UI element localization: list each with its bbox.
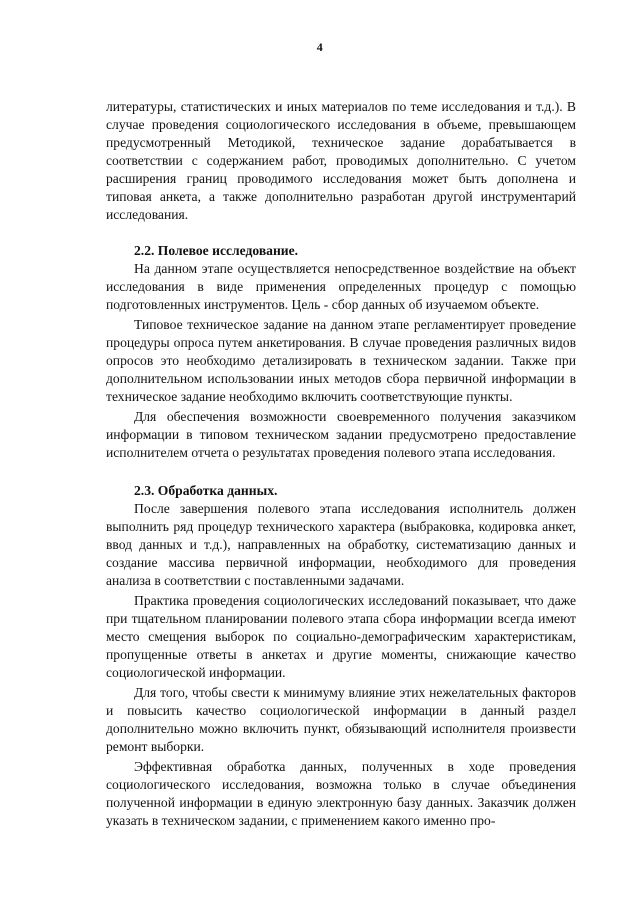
paragraph-field-stage-spec: Типовое техническое задание на данном этапе регламентирует проведение процедуры опроса путем анкетирования. В случае проведения различных видов опросов это необходимо детализировать в техническом задании. Также при дополнительном использовании иных методов сбора первичной информации в техническое задание необходимо включить соответствующие пункты. — [106, 317, 576, 404]
page-number: 4 — [316, 40, 324, 54]
section-heading-2-3: 2.3. Обработка данных. — [134, 483, 278, 498]
paragraph-data-processing: После завершения полевого этапа исследования исполнитель должен выполнить ряд процедур технического характера (выбраковка, кодировка анкет, ввод данных и т.д.), направленных на обработку, систематизацию данных и создание массива первичной информации, необходимого для проведения анализа в соответствии с поставленными задачами. — [106, 501, 576, 588]
page-body — [106, 98, 576, 830]
paragraph-continuation: литературы, статистических и иных материалов по теме исследования и т.д.). В случае проведения социологического исследования в объеме, превышающем предусмотренный Методикой, техническое задание дорабатывается в соответствии с содержанием работ, проводимых дополнительно. С учетом расширения границ проводимого исследования может быть дополнена и типовая анкета, а также дополнительно разработан другой инструментарий исследования. — [106, 99, 576, 222]
paragraph-sampling-practice: Практика проведения социологических исследований показывает, что даже при тщательном планировании полевого этапа сбора информации всегда имеют место смещения выборок по социально-демографическим характеристикам, пропущенные ответы в анкетах и другие моменты, снижающие качество социологической информации. — [106, 593, 576, 680]
paragraph-field-stage-intro: На данном этапе осуществляется непосредственное воздействие на объект исследования в виде применения определенных процедур с помощью подготовленных инструментов. Цель - сбор данных об изучаемом объекте. — [106, 261, 576, 312]
paragraph-sample-repair: Для того, чтобы свести к минимуму влияние этих нежелательных факторов и повысить качество социологической информации в данный раздел дополнительно можно включить пункт, обязывающий исполнителя произвести ремонт выборки. — [106, 685, 576, 754]
paragraph-field-stage-report: Для обеспечения возможности своевременного получения заказчиком информации в типовом техническом задании предусмотрено предоставление исполнителем отчета о результатах проведения полевого этапа исследования. — [106, 409, 576, 460]
paragraph-database: Эффективная обработка данных, полученных в ходе проведения социологического исследования, возможна только в случае объединения полученной информации в единую электронную базу данных. Заказчик должен указать в техническом задании, с применением какого именно про- — [106, 759, 576, 828]
section-heading-2-2: 2.2. Полевое исследование. — [134, 243, 299, 258]
